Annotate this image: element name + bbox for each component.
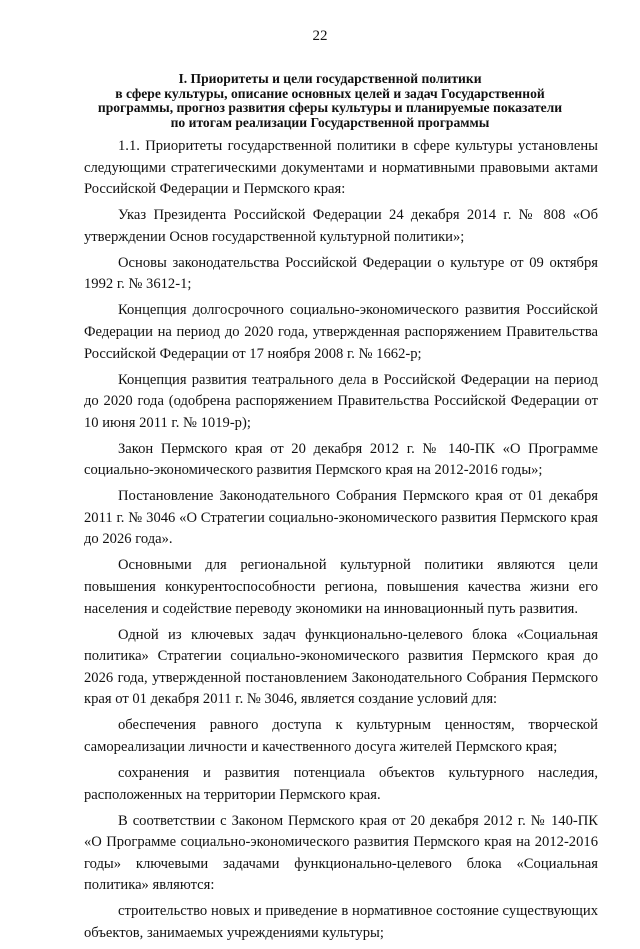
paragraph-heritage: сохранения и развития потенциала объектов культурного наследия, расположенных на территории Пермского края.	[84, 764, 598, 803]
paragraph-key-tasks: В соответствии с Законом Пермского края от 20 декабря 2012 г. № 140-ПК «О Программе социально-экономического развития Пермского края на 2012-2016 годы» ключевыми задачами функционально-целевого блока «Социальная политика» являются:	[84, 812, 598, 894]
paragraph-construction: строительство новых и приведение в нормативное состояние существующих объектов, занимаемых учреждениями культуры;	[84, 903, 598, 941]
section-heading	[80, 72, 580, 130]
heading-line-2: в сфере культуры, описание основных целей и задач Государственной	[115, 85, 545, 101]
paragraph-equal-access: обеспечения равного доступа к культурным ценностям, творческой самореализации личности и качественного досуга жителей Пермского края;	[84, 717, 598, 755]
paragraph-culture-legislation: Основы законодательства Российской Федерации о культуре от 09 октября 1992 г. № 3612-1;	[84, 254, 598, 293]
document-body	[84, 136, 598, 949]
paragraph-social-policy-task: Одной из ключевых задач функционально-целевого блока «Социальная политика» Стратегии социально-экономического развития Пермского края до 2026 года, утвержденной постановлением Законодательного Собрания Пермского края от 01 декабря 2011 г. № 3046, является создание условий для:	[84, 626, 598, 708]
paragraph-assembly-resolution: Постановление Законодательного Собрания Пермского края от 01 декабря 2011 г. № 3046 «О Стратегии социально-экономического развития Пермского края до 2026 года».	[84, 488, 598, 548]
paragraph-perm-law: Закон Пермского края от 20 декабря 2012 г. № 140-ПК «О Программе социально-экономического развития Пермского края на 2012-2016 годы»;	[84, 440, 598, 479]
paragraph-priorities-intro: 1.1. Приоритеты государственной политики в сфере культуры установлены следующими стратегическими документами и нормативными правовыми актами Российской Федерации и Пермского края:	[84, 138, 598, 198]
paragraph-theatre-concept: Концепция развития театрального дела в Российской Федерации на период до 2020 года (одобрена распоряжением Правительства Российской Федерации от 10 июня 2011 г. № 1019-р);	[84, 371, 598, 431]
heading-line-1: I. Приоритеты и цели государственной политики	[178, 71, 482, 86]
heading-line-3: программы, прогноз развития сферы культуры и планируемые показатели	[97, 100, 563, 116]
heading-line-4: по итогам реализации Государственной программы	[170, 114, 490, 130]
paragraph-development-concept: Концепция долгосрочного социально-экономического развития Российской Федерации на период до 2020 года, утвержденная распоряжением Правительства Российской Федерации от 17 ноября 2008 г. № 1662-р;	[84, 302, 598, 362]
paragraph-regional-goals: Основными для региональной культурной политики являются цели повышения конкурентоспособности региона, повышения качества жизни его населения и содействие переводу экономики на инновационный путь развития.	[84, 557, 598, 617]
page-number: 22	[312, 28, 328, 44]
paragraph-presidential-decree: Указ Президента Российской Федерации 24 декабря 2014 г. № 808 «Об утверждении Основ государственной культурной политики»;	[84, 207, 598, 245]
